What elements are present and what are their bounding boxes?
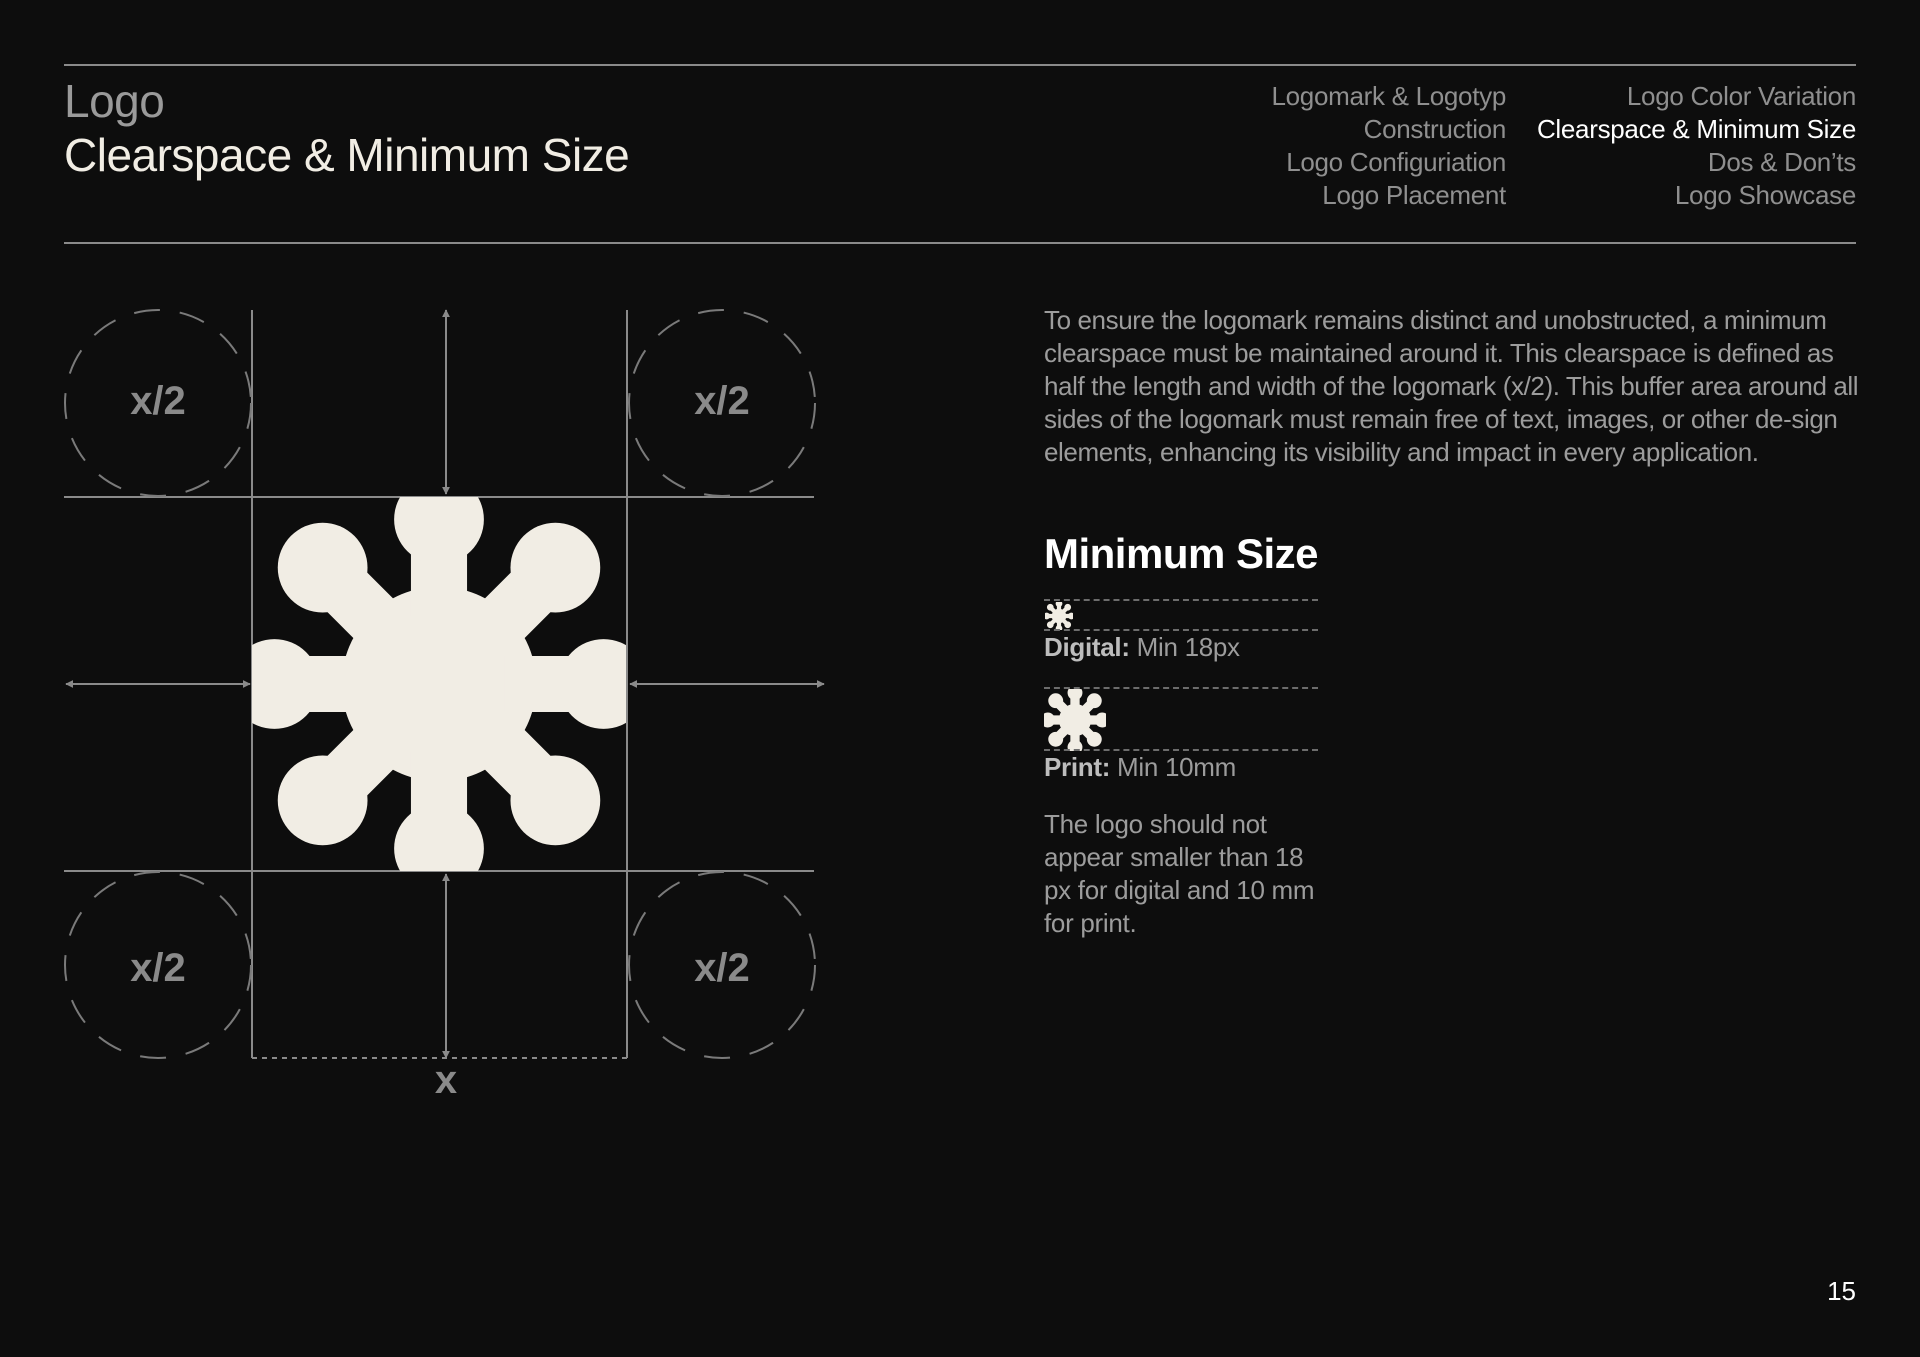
clearspace-diagram (0, 290, 840, 1110)
print-guide-bottom (1044, 749, 1318, 751)
header-divider (64, 242, 1856, 244)
minimum-size-note: The logo should not appear smaller than 18 px for digital and 10 mm for print. (1044, 809, 1315, 938)
nav-item-clearspace-minimum-size[interactable]: Clearspace & Minimum Size (1536, 114, 1856, 144)
logomark-print-icon (1044, 689, 1106, 751)
page-title: Clearspace & Minimum Size (64, 129, 630, 181)
nav-item-logo-configuration[interactable]: Logo Configuriation (1286, 147, 1506, 177)
clearspace-label-top-right: x/2 (694, 379, 750, 423)
page-number: 15 (1827, 1276, 1856, 1306)
nav-column-primary (1271, 80, 1506, 212)
nav-item-dos-donts[interactable]: Dos & Don’ts (1707, 147, 1856, 177)
nav-item-construction[interactable]: Construction (1363, 114, 1506, 144)
clearspace-label-top-left: x/2 (130, 379, 186, 423)
digital-guide-top (1044, 599, 1318, 601)
nav-item-logo-placement[interactable]: Logo Placement (1322, 180, 1506, 210)
digital-guide-bottom (1044, 629, 1318, 631)
print-size-label: Print: (1044, 752, 1111, 782)
print-size (1044, 752, 1236, 783)
nav-item-logo-color-variation[interactable]: Logo Color Variation (1626, 81, 1856, 111)
digital-size-value: Min 18px (1136, 632, 1240, 662)
digital-size (1044, 632, 1240, 663)
logomark-digital-icon (1044, 601, 1074, 631)
top-rule (64, 64, 1856, 66)
nav-column-secondary (1537, 80, 1856, 212)
nav-item-logo-showcase[interactable]: Logo Showcase (1674, 180, 1856, 210)
logomark-icon (230, 475, 649, 894)
nav-item-logomark-logotyp[interactable]: Logomark & Logotyp (1271, 81, 1506, 111)
section-label: Logo (64, 75, 165, 127)
clearspace-label-bottom-right: x/2 (694, 946, 750, 990)
minimum-size-heading: Minimum Size (1044, 530, 1319, 577)
clearspace-label-bottom-left: x/2 (130, 946, 186, 990)
logo-width-label: x (434, 1058, 458, 1102)
digital-size-label: Digital: (1044, 632, 1130, 662)
clearspace-description: To ensure the logomark remains distinct and unobstructed, a minimum clearspace must be maintained around it. This clearspace is defined as half the length and width of the logomark (x/2). This buffer area around all sides of the logomark must remain free of text, images, or other de-sign elements, enhancing its visibility and impact in every application. (1044, 305, 1859, 467)
print-size-value: Min 10mm (1117, 752, 1236, 782)
